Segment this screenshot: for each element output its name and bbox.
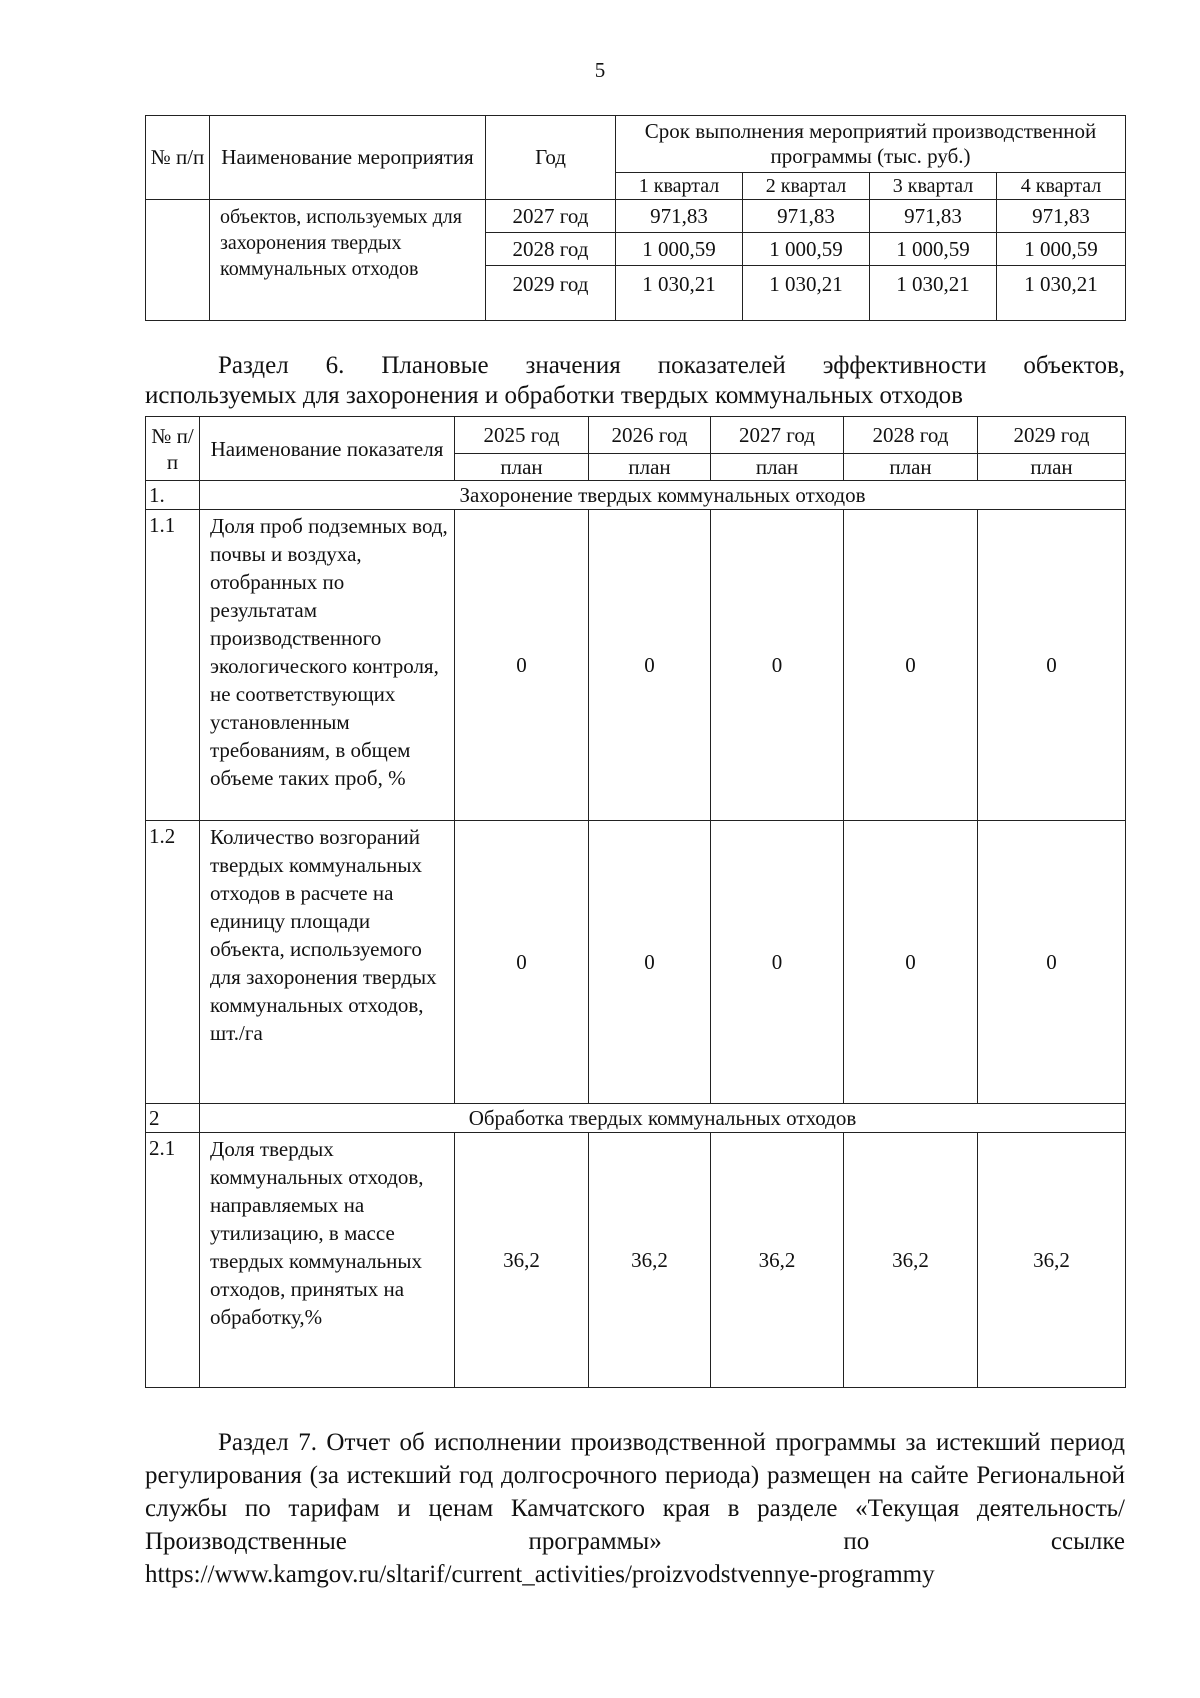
program-cost-table bbox=[145, 115, 1126, 321]
value-cell: 971,83 bbox=[997, 200, 1126, 233]
value-cell: 971,83 bbox=[743, 200, 870, 233]
table-row bbox=[146, 1133, 1126, 1388]
value-cell: 0 bbox=[589, 510, 711, 821]
header-year: 2026 год bbox=[589, 417, 711, 454]
value-cell: 36,2 bbox=[978, 1133, 1126, 1388]
value-cell: 1 030,21 bbox=[743, 266, 870, 321]
header-plan: план bbox=[455, 454, 589, 481]
header-quarter: 2 квартал bbox=[743, 173, 870, 200]
header-year: 2029 год bbox=[978, 417, 1126, 454]
value-cell: 0 bbox=[711, 821, 844, 1104]
section-num: 2 bbox=[146, 1104, 200, 1133]
year-cell: 2029 год bbox=[486, 266, 616, 321]
header-name: Наименование показателя bbox=[200, 417, 455, 481]
header-quarter: 4 квартал bbox=[997, 173, 1126, 200]
value-cell: 0 bbox=[844, 510, 978, 821]
section-6-heading bbox=[145, 351, 1125, 411]
year-cell: 2028 год bbox=[486, 233, 616, 266]
section-row bbox=[146, 481, 1126, 510]
value-cell: 36,2 bbox=[589, 1133, 711, 1388]
header-quarter: 3 квартал bbox=[870, 173, 997, 200]
header-plan: план bbox=[711, 454, 844, 481]
section-7-text: Раздел 7. Отчет об исполнении производственной программы за истекший период регулирования (за истекший год долгосрочного периода) размещен на сайте Региональной службы по тарифам и ценам Камчатского края в разделе «Текущая деятельность/Производственные программы» по ссылке https://www.kamgov.ru/sltarif/current_activities/proizvodstvennye-programmy bbox=[145, 1429, 1125, 1588]
value-cell: 36,2 bbox=[455, 1133, 589, 1388]
header-year: 2028 год bbox=[844, 417, 978, 454]
value-cell: 0 bbox=[455, 821, 589, 1104]
efficiency-indicators-table bbox=[145, 416, 1126, 1388]
value-cell: 0 bbox=[589, 821, 711, 1104]
indicator-name: Доля проб подземных вод, почвы и воздуха, отобранных по результатам производственного экологического контроля, не соответствующих установленным требованиям, в общем объеме таких проб, % bbox=[200, 510, 455, 821]
value-cell: 1 000,59 bbox=[870, 233, 997, 266]
header-year: Год bbox=[486, 116, 616, 200]
value-cell: 971,83 bbox=[616, 200, 743, 233]
section-num: 1. bbox=[146, 481, 200, 510]
value-cell: 1 030,21 bbox=[997, 266, 1126, 321]
value-cell: 1 030,21 bbox=[870, 266, 997, 321]
header-plan: план bbox=[978, 454, 1126, 481]
value-cell: 0 bbox=[978, 510, 1126, 821]
header-plan: план bbox=[589, 454, 711, 481]
value-cell: 0 bbox=[711, 510, 844, 821]
value-cell: 1 000,59 bbox=[997, 233, 1126, 266]
value-cell: 1 000,59 bbox=[616, 233, 743, 266]
activity-name: объектов, используемых для захоронения твердых коммунальных отходов bbox=[210, 200, 486, 321]
value-cell: 0 bbox=[844, 821, 978, 1104]
header-plan: план bbox=[844, 454, 978, 481]
value-cell: 971,83 bbox=[870, 200, 997, 233]
page-number: 5 bbox=[594, 58, 606, 82]
year-cell: 2027 год bbox=[486, 200, 616, 233]
table-row bbox=[146, 821, 1126, 1104]
indicator-num: 2.1 bbox=[146, 1133, 200, 1388]
indicator-num: 1.1 bbox=[146, 510, 200, 821]
indicator-num: 1.2 bbox=[146, 821, 200, 1104]
value-cell: 36,2 bbox=[711, 1133, 844, 1388]
indicator-name: Доля твердых коммунальных отходов, направляемых на утилизацию, в массе твердых коммунальных отходов, принятых на обработку,% bbox=[200, 1133, 455, 1388]
header-name: Наименование мероприятия bbox=[210, 116, 486, 200]
value-cell: 0 bbox=[978, 821, 1126, 1104]
table-row bbox=[146, 510, 1126, 821]
header-year: 2025 год bbox=[455, 417, 589, 454]
header-quarter: 1 квартал bbox=[616, 173, 743, 200]
header-period: Срок выполнения мероприятий производственной программы (тыс. руб.) bbox=[616, 116, 1126, 173]
table-row bbox=[146, 200, 1126, 233]
header-num: № п/п bbox=[146, 417, 200, 481]
header-year: 2027 год bbox=[711, 417, 844, 454]
section-title: Обработка твердых коммунальных отходов bbox=[200, 1104, 1126, 1133]
section-row bbox=[146, 1104, 1126, 1133]
section-6-title-line-1: Раздел 6. Плановые значения показателей эффективности объектов, bbox=[218, 352, 1125, 379]
value-cell: 36,2 bbox=[844, 1133, 978, 1388]
indicator-name: Количество возгораний твердых коммунальных отходов в расчете на единицу площади объекта, используемого для захоронения твердых коммунальных отходов, шт./га bbox=[200, 821, 455, 1104]
num-cell bbox=[146, 200, 210, 321]
header-num: № п/п bbox=[146, 116, 210, 200]
value-cell: 1 000,59 bbox=[743, 233, 870, 266]
value-cell: 1 030,21 bbox=[616, 266, 743, 321]
value-cell: 0 bbox=[455, 510, 589, 821]
section-title: Захоронение твердых коммунальных отходов bbox=[200, 481, 1126, 510]
section-7 bbox=[145, 1426, 1125, 1591]
section-6-title-line-2: используемых для захоронения и обработки твердых коммунальных отходов bbox=[145, 382, 963, 409]
